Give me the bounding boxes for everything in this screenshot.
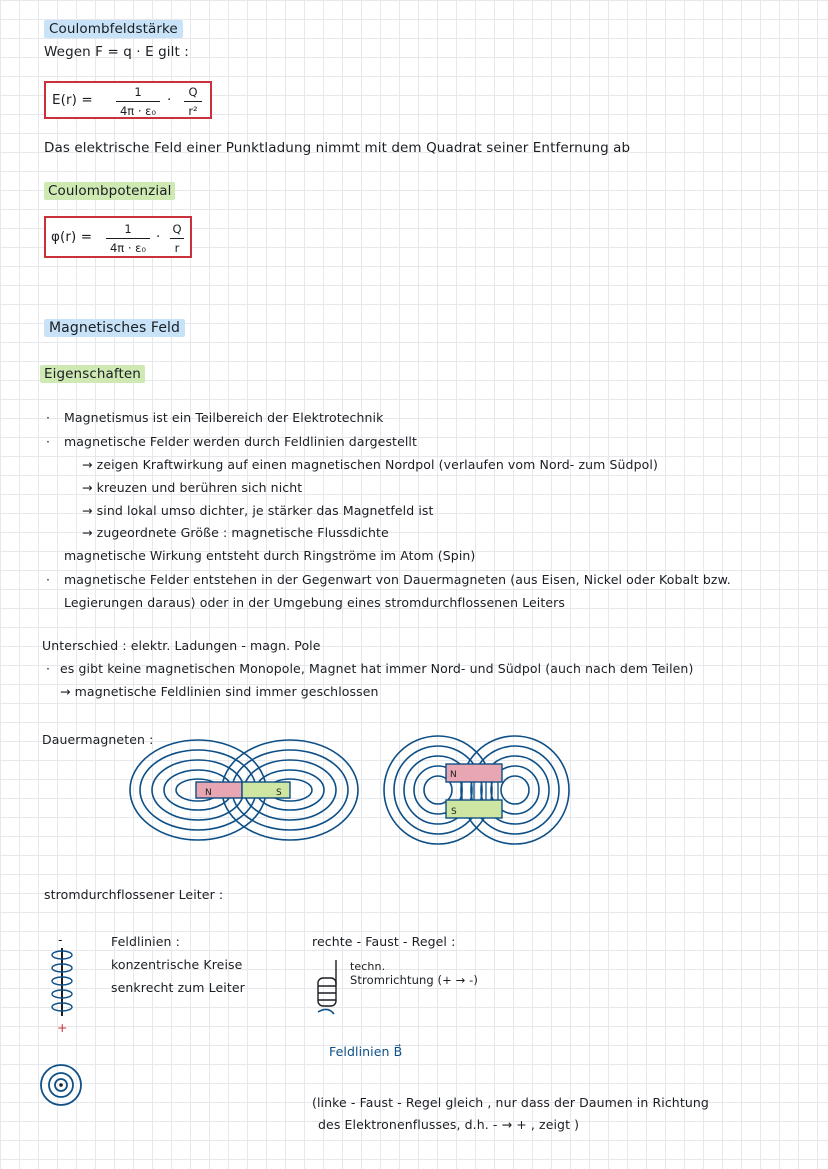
permanent-magnets-label: Dauermagneten : xyxy=(42,732,154,747)
properties-subheading: Eigenschaften xyxy=(40,366,145,382)
fraction-numerator: 1 xyxy=(124,222,132,236)
fraction-denominator: 4π · ε₀ xyxy=(119,104,157,119)
arrow-item: → sind lokal umso dichter, je stärker das Magnetfeld ist xyxy=(82,503,434,518)
plus-sign: + xyxy=(57,1020,68,1035)
right-fist-rule-title: rechte - Faust - Regel : xyxy=(312,934,456,949)
fieldlines-title: Feldlinien : xyxy=(111,934,180,949)
arrow-item: → magnetische Feldlinien sind immer geschlossen xyxy=(60,684,379,699)
left-fist-rule: (linke - Faust - Regel gleich , nur dass der Daumen in Richtung xyxy=(312,1095,709,1110)
north-label: N xyxy=(450,770,457,780)
arrow-item: → zeigen Kraftwirkung auf einen magnetischen Nordpol (verlaufen vom Nord- zum Südpol) xyxy=(82,457,658,472)
techn-label: techn. xyxy=(350,960,386,973)
formula-lhs: φ(r) = xyxy=(51,229,93,245)
fieldlines-b-label: Feldlinien B⃗ xyxy=(329,1044,403,1059)
rotation-arrow xyxy=(318,1009,334,1014)
conductor-label: stromdurchflossener Leiter : xyxy=(44,887,224,902)
magnetic-heading: Magnetisches Feld xyxy=(44,320,185,337)
difference-title: Unterschied : elektr. Ladungen - magn. Pole xyxy=(42,638,321,653)
minus-sign: - xyxy=(58,932,63,947)
south-label: S xyxy=(451,807,457,817)
fraction-numerator: Q xyxy=(172,222,182,236)
bullet-text: magnetische Felder werden durch Feldlinien dargestellt xyxy=(64,434,418,449)
fieldlines-detail: konzentrische Kreise xyxy=(111,957,243,972)
coulomb-field-heading: Coulombfeldstärke xyxy=(44,21,183,37)
bullet-text: magnetische Felder entstehen in der Gegenwart von Dauermagneten (aus Eisen, Nickel oder Kobalt bzw. xyxy=(64,572,731,587)
fraction-numerator: Q xyxy=(188,85,198,99)
fist-sketch xyxy=(318,960,336,1006)
arrow-item: → kreuzen und berühren sich nicht xyxy=(82,480,303,495)
coulomb-field-intro: Wegen F = q · E gilt : xyxy=(44,44,189,60)
fraction-numerator: 1 xyxy=(134,85,142,99)
bullet-dot: · xyxy=(46,572,51,587)
bullet-text: Magnetismus ist ein Teilbereich der Elektrotechnik xyxy=(64,410,384,425)
spin-line: magnetische Wirkung entsteht durch Ringströme im Atom (Spin) xyxy=(64,548,476,563)
fieldlines-detail: senkrecht zum Leiter xyxy=(111,980,245,995)
formula-lhs: E(r) = xyxy=(52,92,93,108)
arrow-item: → zugeordnete Größe : magnetische Flussdichte xyxy=(82,525,389,540)
bullet-text: es gibt keine magnetischen Monopole, Magnet hat immer Nord- und Südpol (auch nach dem Teilen) xyxy=(60,661,694,676)
bullet-dot: · xyxy=(46,661,51,676)
coulomb-potential-heading: Coulombpotenzial xyxy=(44,183,175,199)
bullet-dot: · xyxy=(46,434,51,449)
current-direction: Stromrichtung (+ → -) xyxy=(350,973,478,987)
left-fist-rule-continued: des Elektronenflusses, d.h. - → + , zeigt ) xyxy=(318,1117,580,1132)
fraction-denominator: r xyxy=(174,241,180,256)
bullet-dot: · xyxy=(46,410,51,425)
multiply-dot: · xyxy=(167,92,172,108)
north-label: N xyxy=(205,788,212,798)
south-label: S xyxy=(276,788,282,798)
coulomb-field-statement: Das elektrische Feld einer Punktladung nimmt mit dem Quadrat seiner Entfernung ab xyxy=(44,140,631,156)
current-dot xyxy=(59,1083,63,1087)
bullet-text-continued: Legierungen daraus) oder in der Umgebung eines stromdurchflossenen Leiters xyxy=(64,595,566,610)
fraction-denominator: 4π · ε₀ xyxy=(109,241,147,256)
multiply-dot: · xyxy=(156,229,161,245)
fraction-denominator: r² xyxy=(188,104,198,119)
